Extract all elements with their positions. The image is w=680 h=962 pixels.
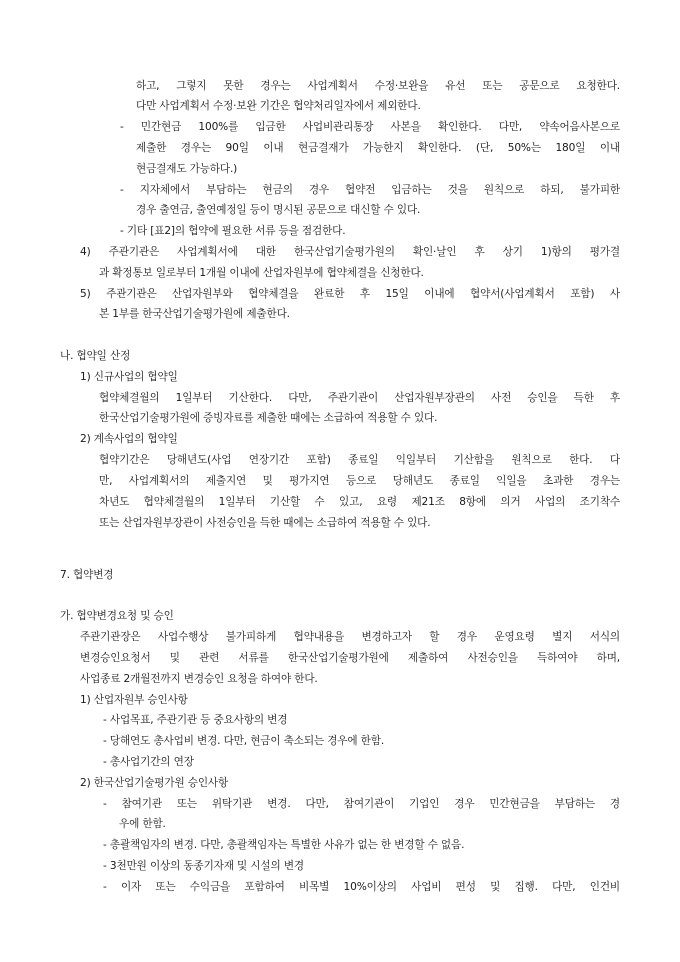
text-line: 사업종료 2개월전까지 변경승인 요청을 하여야 한다. xyxy=(80,673,318,685)
text-line: 하고, 그렇지 못한 경우는 사업계획서 수정·보완을 유선 또는 공문으로 요청한다. xyxy=(136,80,620,92)
text-line: 한국산업기술평가원에 증빙자료를 제출한 때에는 소급하여 적용할 수 있다. xyxy=(99,412,438,424)
text-line: 현금결재도 가능하다.) xyxy=(136,163,238,175)
text-line: 차년도 협약체결월의 1일부터 기산할 수 있고, 요령 제21조 8항에 의거 사업의 조기착수 xyxy=(99,496,620,508)
section-heading: 나. 협약일 산정 xyxy=(60,350,131,362)
list-item: - 총괄책임자의 변경. 다만, 총괄책임자는 특별한 사유가 없는 한 변경할 수 없음. xyxy=(103,839,465,851)
list-item: - 지자체에서 부담하는 현금의 경우 협약전 입금하는 것을 원칙으로 하되, 불가피한 xyxy=(120,184,620,196)
numbered-item: 2) 계속사업의 협약일 xyxy=(80,433,178,445)
list-item: - 3천만원 이상의 동종기자재 및 시설의 변경 xyxy=(103,860,304,872)
list-item: - 당해연도 총사업비 변경. 다만, 현금이 축소되는 경우에 한함. xyxy=(103,735,385,747)
text-line: 경우 출연금, 출연예정일 등이 명시된 공문으로 대신할 수 있다. xyxy=(136,204,421,216)
text-line: 다만 사업계획서 수정·보완 기간은 협약처리일자에서 제외한다. xyxy=(136,100,421,112)
text-line: 만, 사업계획서의 제출지연 및 평가지연 등으로 당해년도 종료일 익일을 초과한 경우는 xyxy=(99,475,620,487)
numbered-item: 5) 주관기관은 산업자원부와 협약체결을 완료한 후 15일 이내에 협약서(사업계획서 포함) 사 xyxy=(80,288,620,300)
numbered-item: 2) 한국산업기술평가원 승인사항 xyxy=(80,777,229,789)
list-item: - 기타 [표2]의 협약에 필요한 서류 등을 점검한다. xyxy=(120,225,346,237)
text-line: 주관기관장은 사업수행상 불가피하게 협약내용을 변경하고자 할 경우 운영요령 별지 서식의 xyxy=(80,631,620,643)
numbered-item: 1) 산업자원부 승인사항 xyxy=(80,694,188,706)
text-line: 본 1부를 한국산업기술평가원에 제출한다. xyxy=(99,308,290,320)
text-line: 협약기간은 당해년도(사업 연장기간 포함) 종료일 익일부터 기산함을 원칙으로 한다. 다 xyxy=(99,454,620,466)
list-item: - 이자 또는 수익금을 포함하여 비목별 10%이상의 사업비 편성 및 집행. 다만, 인건비 xyxy=(103,881,620,893)
list-item: - 참여기관 또는 위탁기관 변경. 다만, 참여기관이 기업인 경우 민간현금을 부담하는 경 xyxy=(103,798,620,810)
text-line: 과 확정통보 일로부터 1개월 이내에 산업자원부에 협약체결을 신청한다. xyxy=(99,267,424,279)
list-item: - 총사업기간의 연장 xyxy=(103,756,194,768)
text-line: 변경승인요청서 및 관련 서류를 한국산업기술평가원에 제출하여 사전승인을 득하여야 하며, xyxy=(80,652,620,664)
section-heading: 가. 협약변경요청 및 승인 xyxy=(60,610,174,622)
numbered-item: 4) 주관기관은 사업계획서에 대한 한국산업기술평가원의 확인·날인 후 상기 1)항의 평가결 xyxy=(80,246,620,258)
list-item: - 민간현금 100%를 입금한 사업비관리통장 사본을 확인한다. 다만, 약속어음사본으로 xyxy=(120,121,620,133)
chapter-heading: 7. 협약변경 xyxy=(60,569,114,581)
text-line: 제출한 경우는 90일 이내 현금결재가 가능한지 확인한다. (단, 50%는 180일 이내 xyxy=(136,142,620,154)
numbered-item: 1) 신규사업의 협약일 xyxy=(80,371,178,383)
text-line: 협약체결월의 1일부터 기산한다. 다만, 주관기관이 산업자원부장관의 사전 승인을 득한 후 xyxy=(99,392,620,404)
text-line: 또는 산업자원부장관이 사전승인을 득한 때에는 소급하여 적용할 수 있다. xyxy=(99,517,431,529)
text-line: 우에 한함. xyxy=(119,818,166,830)
list-item: - 사업목표, 주관기관 등 중요사항의 변경 xyxy=(103,714,288,726)
